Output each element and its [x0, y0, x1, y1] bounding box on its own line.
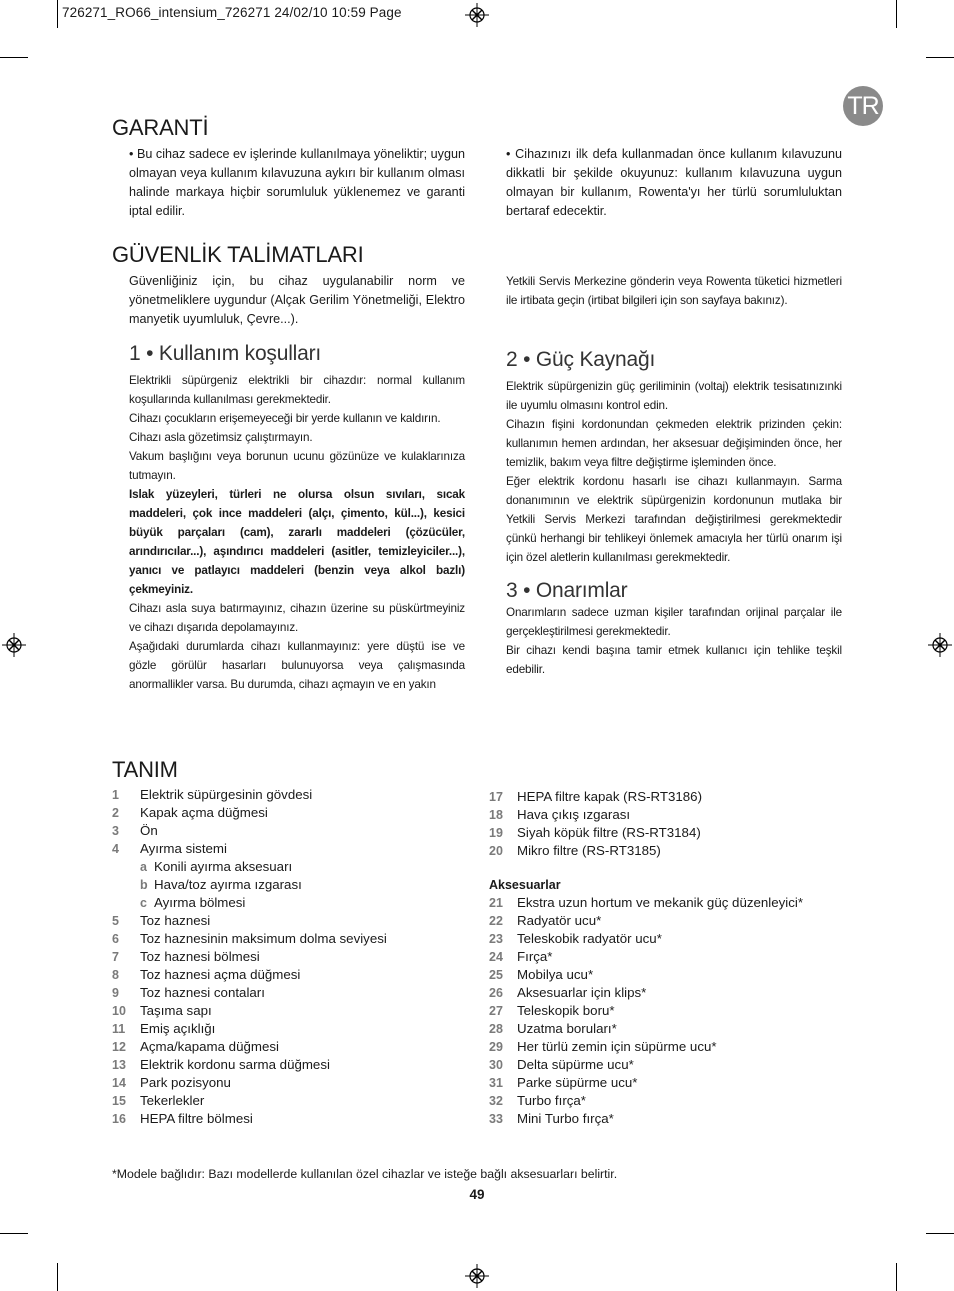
- list-item: [489, 948, 849, 966]
- item-label: Teleskobik radyatör ucu*: [517, 931, 662, 946]
- subsection-title-onarim: 3 • Onarımlar: [506, 579, 628, 602]
- item-label: Mobilya ucu*: [517, 967, 594, 982]
- language-badge: TR: [843, 86, 883, 126]
- crop-mark: [896, 1263, 897, 1291]
- item-number: 16: [112, 1112, 126, 1126]
- item-label: Ayırma bölmesi: [154, 895, 246, 910]
- list-item: [489, 788, 849, 806]
- kullanim-warning-bold: Islak yüzeyleri, türleri ne olursa olsun sıvıları, sıcak maddeleri, çok ince maddeleri (alçı, çimento, kül...), kesici büyük parçaları (cam), zararlı maddeleri (çözücüler, arındırıcılar...), aşındırıcı maddeleri (asitler, temizleyiciler...), yanıcı ve patlayıcı maddeleri (benzin veya alkol bazlı) çekmeyiniz.: [129, 488, 465, 596]
- item-number: 33: [489, 1112, 503, 1126]
- crop-mark: [896, 0, 897, 28]
- list-item: [112, 1092, 472, 1110]
- item-label: Elektrik süpürgesinin gövdesi: [140, 787, 313, 802]
- garanti-left-text: • Bu cihaz sadece ev işlerinde kullanılmaya yöneliktir; uygun olmayan veya kullanım kılavuzuna aykırı bir kullanım olması halinde markaya hiçbir sorumluluk yüklenemez ve garanti iptal edilir.: [129, 147, 465, 218]
- parts-list-left: [112, 786, 472, 1128]
- section-title-garanti: GARANTİ: [112, 115, 209, 140]
- list-item: [112, 786, 472, 804]
- item-number: 18: [489, 808, 503, 822]
- item-number: 20: [489, 844, 503, 858]
- item-label: Parke süpürme ucu*: [517, 1075, 638, 1090]
- item-number: 30: [489, 1058, 503, 1072]
- item-label: Konili ayırma aksesuarı: [154, 859, 293, 874]
- list-item: [112, 876, 472, 894]
- accessories-list: [489, 894, 849, 1128]
- item-label: Elektrik kordonu sarma düğmesi: [140, 1057, 330, 1072]
- list-item: [112, 1110, 472, 1128]
- accessories-heading: Aksesuarlar: [489, 878, 561, 892]
- list-item: [489, 912, 849, 930]
- item-number: 26: [489, 986, 503, 1000]
- garanti-right-text: • Cihazınızı ilk defa kullanmadan önce kullanım kılavuzunu dikkatli bir şekilde okuyunuz: kullanım kılavuzuna uygun olmayan bir kullanım, Rowenta'yı her türlü sorumluluktan bertaraf edecektir.: [506, 147, 842, 218]
- item-number: 10: [112, 1004, 126, 1018]
- crop-mark: [0, 1233, 28, 1234]
- item-label: Hava çıkış ızgarası: [517, 807, 631, 822]
- kullanim-paragraph: Cihazı asla gözetimsiz çalıştırmayın.: [129, 431, 313, 444]
- item-number: 9: [112, 986, 119, 1000]
- item-number: 3: [112, 824, 119, 838]
- kullanim-paragraph: Cihazı asla suya batırmayınız, cihazın üzerine su püskürtmeyiniz ve cihazı dışarıda depolamayınız.: [129, 602, 465, 634]
- section-title-tanim: TANIM: [112, 757, 178, 782]
- list-item: [489, 1110, 849, 1128]
- list-item: [112, 1020, 472, 1038]
- item-label: Park pozisyonu: [140, 1075, 231, 1090]
- list-item: [489, 1002, 849, 1020]
- item-number: 12: [112, 1040, 126, 1054]
- item-label: Ekstra uzun hortum ve mekanik güç düzenleyici*: [517, 895, 804, 910]
- item-label: Toz haznesi: [140, 913, 211, 928]
- kullanim-body: [129, 371, 465, 694]
- registration-mark-icon: [2, 633, 26, 657]
- onarim-body: [506, 603, 842, 679]
- list-item: [112, 822, 472, 840]
- onarim-paragraph: Onarımların sadece uzman kişiler tarafından orijinal parçalar ile gerçekleştirilmesi gerekmektedir.: [506, 606, 842, 638]
- kullanim-paragraph: Vakum başlığını veya borunun ucunu gözünüze ve kulaklarınıza tutmayın.: [129, 450, 465, 482]
- item-label: Toz haznesi bölmesi: [140, 949, 260, 964]
- crop-mark: [0, 57, 28, 58]
- list-item: [489, 1038, 849, 1056]
- item-number: 11: [112, 1022, 126, 1036]
- item-number: b: [140, 878, 148, 892]
- item-number: 29: [489, 1040, 503, 1054]
- guc-paragraph: Cihazın fişini kordonundan çekmeden elektrik prizinden çekin: kullanımın hemen ardından, her aksesuar değişiminden önce, her temizlik, bakım veya filtre değiştirme işleminden önce.: [506, 418, 842, 469]
- item-label: Uzatma boruları*: [517, 1021, 617, 1036]
- guc-paragraph: Elektrik süpürgenizin güç geriliminin (voltaj) elektrik tesisatınızınki ile uyumlu olmasını kontrol edin.: [506, 380, 842, 412]
- parts-list-right: [489, 788, 849, 860]
- list-item: [489, 1092, 849, 1110]
- item-label: Her türlü zemin için süpürme ucu*: [517, 1039, 717, 1054]
- list-item: [489, 966, 849, 984]
- item-number: 27: [489, 1004, 503, 1018]
- list-item: [112, 1056, 472, 1074]
- list-item: [112, 1038, 472, 1056]
- item-number: 6: [112, 932, 119, 946]
- item-number: 17: [489, 790, 503, 804]
- list-item: [112, 858, 472, 876]
- item-label: Ön: [140, 823, 158, 838]
- item-number: 25: [489, 968, 503, 982]
- parts-list-right-container: [489, 788, 849, 1128]
- item-label: Tekerlekler: [140, 1093, 205, 1108]
- section-title-guvenlik: GÜVENLİK TALİMATLARI: [112, 242, 364, 267]
- kullanim-paragraph: Aşağıdaki durumlarda cihazı kullanmayınız: yere düştü ise ve gözle görülür hasarları bulunuyorsa veya çalışmasında anormallikler varsa. Bu durumda, cihazı açmayın ve en yakın: [129, 640, 465, 691]
- guc-body: [506, 377, 842, 567]
- crop-mark: [57, 0, 58, 28]
- list-item: [112, 1002, 472, 1020]
- list-item: [112, 930, 472, 948]
- guvenlik-intro-text: Güvenliğiniz için, bu cihaz uygulanabilir norm ve yönetmeliklere uygundur (Alçak Gerilim Yönetmeliği, Elektro manyetik uyumluluk, Çevre...).: [129, 274, 465, 326]
- list-item: [112, 804, 472, 822]
- kullanim-paragraph: Cihazı çocukların erişemeyeceği bir yerde kullanın ve kaldırın.: [129, 412, 441, 425]
- crop-mark: [57, 1263, 58, 1291]
- item-number: 32: [489, 1094, 503, 1108]
- file-header: 726271_RO66_intensium_726271 24/02/10 10:59 Page: [62, 5, 402, 20]
- item-label: Emiş açıklığı: [140, 1021, 216, 1036]
- list-item: [489, 824, 849, 842]
- subsection-title-guc: 2 • Güç Kaynağı: [506, 348, 656, 371]
- registration-mark-icon: [465, 3, 489, 27]
- guc-paragraph: Eğer elektrik kordonu hasarlı ise cihazı kullanmayın. Sarma donanımının ve elektrik süpürgenizin kordonunun mutlaka bir Yetkili Servis Merkezi tarafından değiştirilmesi gerekmektedir çünkü herhangi bir tehlikeyi önlemek amacıyla her türlü onarım işi için özel aletlerin kullanılması gerekmektedir.: [506, 475, 842, 564]
- list-item: [489, 1056, 849, 1074]
- item-number: 5: [112, 914, 119, 928]
- item-label: Radyatör ucu*: [517, 913, 602, 928]
- registration-mark-icon: [928, 633, 952, 657]
- item-label: Hava/toz ayırma ızgarası: [154, 877, 302, 892]
- item-number: 31: [489, 1076, 503, 1090]
- list-item: [112, 966, 472, 984]
- item-number: 13: [112, 1058, 126, 1072]
- list-item: [489, 806, 849, 824]
- list-item: [112, 894, 472, 912]
- item-number: 7: [112, 950, 119, 964]
- item-number: 19: [489, 826, 503, 840]
- item-number: 21: [489, 896, 503, 910]
- item-number: a: [140, 860, 147, 874]
- item-number: 4: [112, 842, 119, 856]
- list-item: [489, 894, 849, 912]
- item-number: 1: [112, 788, 119, 802]
- item-label: Fırça*: [517, 949, 553, 964]
- list-item: [489, 984, 849, 1002]
- list-item: [112, 948, 472, 966]
- onarim-paragraph: Bir cihazı kendi başına tamir etmek kullanıcı için tehlike teşkil edebilir.: [506, 644, 842, 676]
- crop-mark: [926, 57, 954, 58]
- guvenlik-continued-text: Yetkili Servis Merkezine gönderin veya Rowenta tüketici hizmetleri ile irtibata geçin (irtibat bilgileri için son sayfaya bakınız).: [506, 275, 842, 307]
- list-item: [112, 984, 472, 1002]
- item-label: Kapak açma düğmesi: [140, 805, 268, 820]
- item-number: 28: [489, 1022, 503, 1036]
- item-label: Mikro filtre (RS-RT3185): [517, 843, 661, 858]
- item-label: HEPA filtre bölmesi: [140, 1111, 253, 1126]
- item-label: Mini Turbo fırça*: [517, 1111, 614, 1126]
- page-number: 49: [469, 1187, 485, 1202]
- item-number: 14: [112, 1076, 126, 1090]
- item-label: Toz haznesi açma düğmesi: [140, 967, 301, 982]
- item-number: 15: [112, 1094, 126, 1108]
- item-label: Teleskopik boru*: [517, 1003, 615, 1018]
- list-item: [112, 912, 472, 930]
- list-item: [489, 842, 849, 860]
- kullanim-paragraph: Elektrikli süpürgeniz elektrikli bir cihazdır: normal kullanım koşullarında kullanılması gerekmektedir.: [129, 374, 465, 406]
- item-label: Ayırma sistemi: [140, 841, 227, 856]
- item-label: Aksesuarlar için klips*: [517, 985, 647, 1000]
- item-label: Toz haznesinin maksimum dolma seviyesi: [140, 931, 387, 946]
- item-number: 22: [489, 914, 503, 928]
- item-number: c: [140, 896, 147, 910]
- item-number: 24: [489, 950, 503, 964]
- item-number: 2: [112, 806, 119, 820]
- list-item: [489, 1020, 849, 1038]
- item-label: Açma/kapama düğmesi: [140, 1039, 279, 1054]
- registration-mark-icon: [465, 1264, 489, 1288]
- item-number: 23: [489, 932, 503, 946]
- list-item: [112, 1074, 472, 1092]
- item-label: HEPA filtre kapak (RS-RT3186): [517, 789, 702, 804]
- item-number: 8: [112, 968, 119, 982]
- footnote: *Modele bağlıdır: Bazı modellerde kullanılan özel cihazlar ve isteğe bağlı aksesuarları belirtir.: [112, 1167, 618, 1181]
- subsection-title-kullanim: 1 • Kullanım koşulları: [129, 342, 322, 365]
- crop-mark: [926, 1233, 954, 1234]
- item-label: Toz haznesi contaları: [140, 985, 265, 1000]
- list-item: [489, 930, 849, 948]
- item-label: Taşıma sapı: [140, 1003, 212, 1018]
- item-label: Siyah köpük filtre (RS-RT3184): [517, 825, 701, 840]
- item-label: Delta süpürme ucu*: [517, 1057, 634, 1072]
- list-item: [489, 1074, 849, 1092]
- item-label: Turbo fırça*: [517, 1093, 586, 1108]
- list-item: [112, 840, 472, 858]
